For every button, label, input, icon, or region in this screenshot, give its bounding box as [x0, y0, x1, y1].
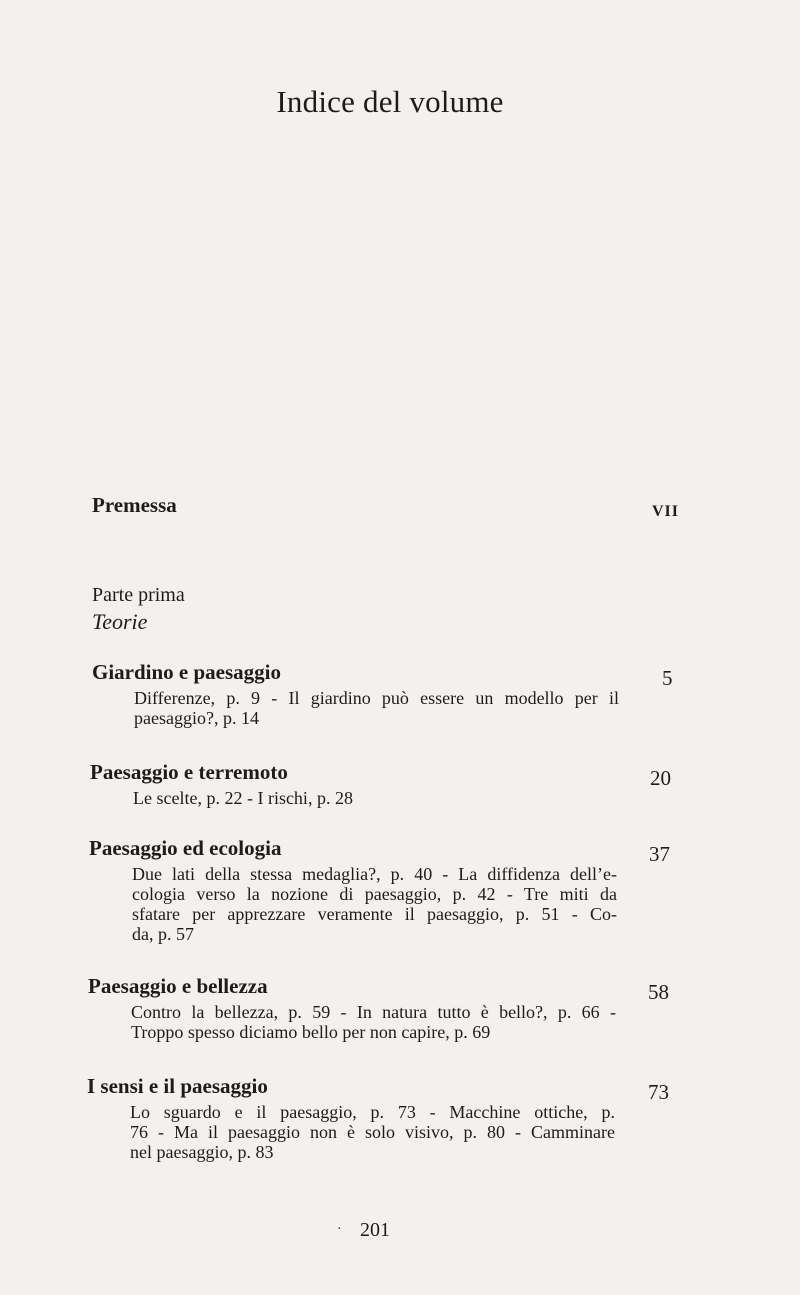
chapter-page-number: 20	[650, 766, 671, 790]
section-line: paesaggio?, p. 14	[134, 708, 259, 728]
page-title: Indice del volume	[276, 84, 504, 119]
chapter-title: Paesaggio ed ecologia	[89, 836, 282, 860]
section-line: Troppo spesso diciamo bello per non capire, p. 69	[131, 1022, 491, 1042]
section-line: 76 - Ma il paesaggio non è solo visivo, p. 80 - Camminare	[130, 1122, 615, 1142]
chapter-page-number: 58	[648, 980, 669, 1004]
section-line: da, p. 57	[132, 924, 194, 944]
section-line: Lo sguardo e il paesaggio, p. 73 - Macchine ottiche, p.	[130, 1102, 615, 1122]
chapter-sections	[134, 688, 619, 728]
folio-dot: ·	[337, 1222, 342, 1237]
section-line: Due lati della stessa medaglia?, p. 40 - La diffidenza dell’e-	[132, 864, 617, 884]
section-line: Differenze, p. 9 - Il giardino può essere un modello per il	[134, 688, 619, 708]
chapter-title: Giardino e paesaggio	[92, 660, 282, 684]
part-label: Parte prima	[92, 584, 185, 606]
chapter-title: Paesaggio e terremoto	[90, 760, 288, 784]
chapter-title: Paesaggio e bellezza	[88, 974, 268, 998]
chapter-page-number: 37	[649, 842, 670, 866]
section-line: nel paesaggio, p. 83	[130, 1142, 274, 1162]
premessa-page-number: VII	[652, 503, 680, 520]
page-number: 201	[360, 1219, 390, 1241]
premessa-title: Premessa	[92, 493, 177, 517]
chapter-page-number: 73	[648, 1080, 669, 1104]
chapter-page-number: 5	[662, 666, 673, 690]
section-line: Le scelte, p. 22 - I rischi, p. 28	[133, 788, 353, 808]
chapter-sections	[130, 1102, 615, 1162]
part-name: Teorie	[92, 609, 148, 634]
chapter-sections	[131, 1002, 616, 1042]
chapter-sections	[133, 788, 618, 808]
chapter-sections	[132, 864, 617, 944]
chapter-title: I sensi e il paesaggio	[87, 1074, 268, 1098]
section-line: sfatare per apprezzare veramente il paesaggio, p. 51 - Co-	[132, 904, 617, 924]
section-line: cologia verso la nozione di paesaggio, p. 42 - Tre miti da	[132, 884, 617, 904]
section-line: Contro la bellezza, p. 59 - In natura tutto è bello?, p. 66 -	[131, 1002, 616, 1022]
